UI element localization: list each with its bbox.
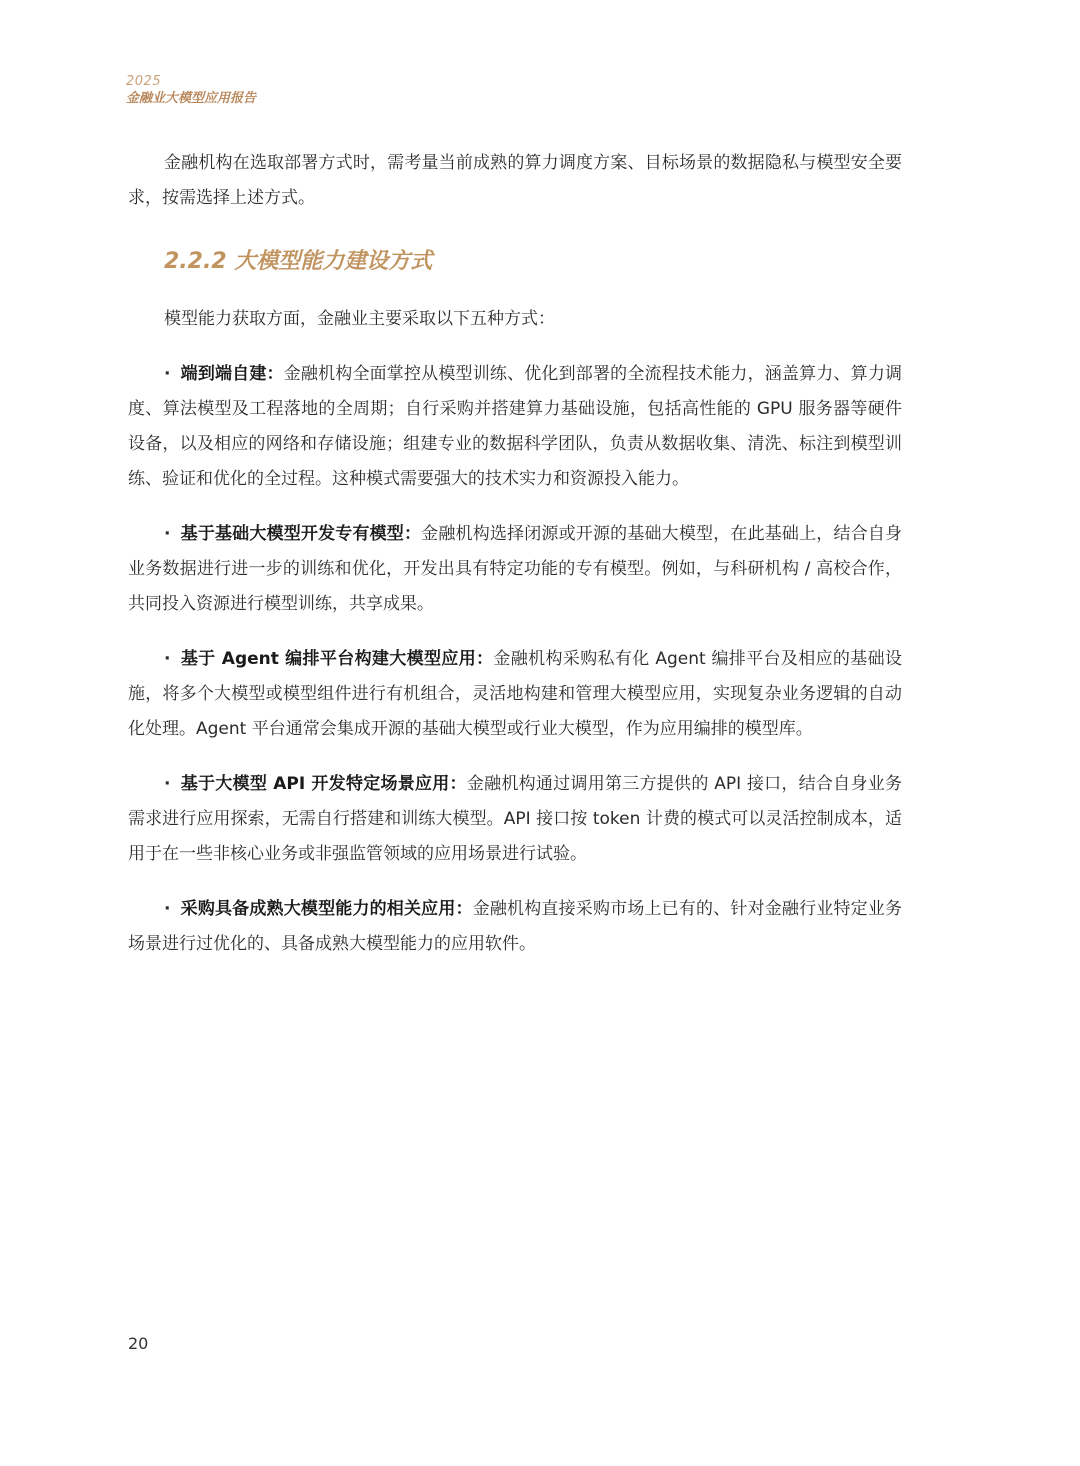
bullet-dot: · [164, 364, 171, 384]
intro-paragraph: 金融机构在选取部署方式时，需考量当前成熟的算力调度方案、目标场景的数据隐私与模型安全要求，按需选择上述方式。 [128, 153, 902, 208]
bullet-title: 基于 Agent 编排平台构建大模型应用： [180, 649, 494, 669]
header-title: 金融业大模型应用报告 [126, 91, 257, 106]
section-lead-paragraph: 模型能力获取方面，金融业主要采取以下五种方式： [164, 309, 555, 329]
bullet-title: 基于大模型 API 开发特定场景应用： [180, 774, 467, 794]
bullet-title: 端到端自建： [180, 364, 284, 384]
bullet-dot: · [164, 774, 171, 794]
section-heading: 2.2.2 大模型能力建设方式 [164, 249, 433, 274]
bullet-title: 采购具备成熟大模型能力的相关应用： [180, 899, 473, 919]
bullet-dot: · [164, 899, 171, 919]
list-item [128, 642, 902, 747]
bullet-text: 金融机构通过调用第三方提供的 API 接口，结合自身业务需求进行应用探索，无需自行搭建和训练大模型。API 接口按 token 计费的模式可以灵活控制成本，适用于在一些非核心业务或非强监管领域的应用场景进行试验。 [128, 774, 902, 864]
bullet-list [128, 357, 902, 962]
running-header [126, 74, 256, 107]
bullet-title: 基于基础大模型开发专有模型： [180, 524, 422, 544]
bullet-dot: · [164, 649, 171, 669]
bullet-text: 金融机构采购私有化 Agent 编排平台及相应的基础设施，将多个大模型或模型组件进行有机组合，灵活地构建和管理大模型应用，实现复杂业务逻辑的自动化处理。Agent 平台通常会集成开源的基础大模型或行业大模型，作为应用编排的模型库。 [128, 649, 902, 739]
bullet-text: 金融机构全面掌控从模型训练、优化到部署的全流程技术能力，涵盖算力、算力调度、算法模型及工程落地的全周期；自行采购并搭建算力基础设施，包括高性能的 GPU 服务器等硬件设备，以及相应的网络和存储设施；组建专业的数据科学团队，负责从数据收集、清洗、标注到模型训练、验证和优化的全过程。这种模式需要强大的技术实力和资源投入能力。 [128, 364, 903, 489]
page-number: 20 [128, 1334, 149, 1353]
list-item [128, 767, 902, 872]
header-year: 2025 [126, 74, 162, 89]
page-content [128, 146, 902, 962]
bullet-dot: · [164, 524, 171, 544]
list-item [128, 517, 902, 622]
bullet-text: 金融机构直接采购市场上已有的、针对金融行业特定业务场景进行过优化的、具备成熟大模型能力的应用软件。 [128, 899, 903, 954]
list-item [128, 357, 902, 497]
bullet-text: 金融机构选择闭源或开源的基础大模型，在此基础上，结合自身业务数据进行进一步的训练和优化，开发出具有特定功能的专有模型。例如，与科研机构 / 高校合作，共同投入资源进行模型训练，共享成果。 [128, 524, 903, 614]
list-item [128, 892, 902, 962]
